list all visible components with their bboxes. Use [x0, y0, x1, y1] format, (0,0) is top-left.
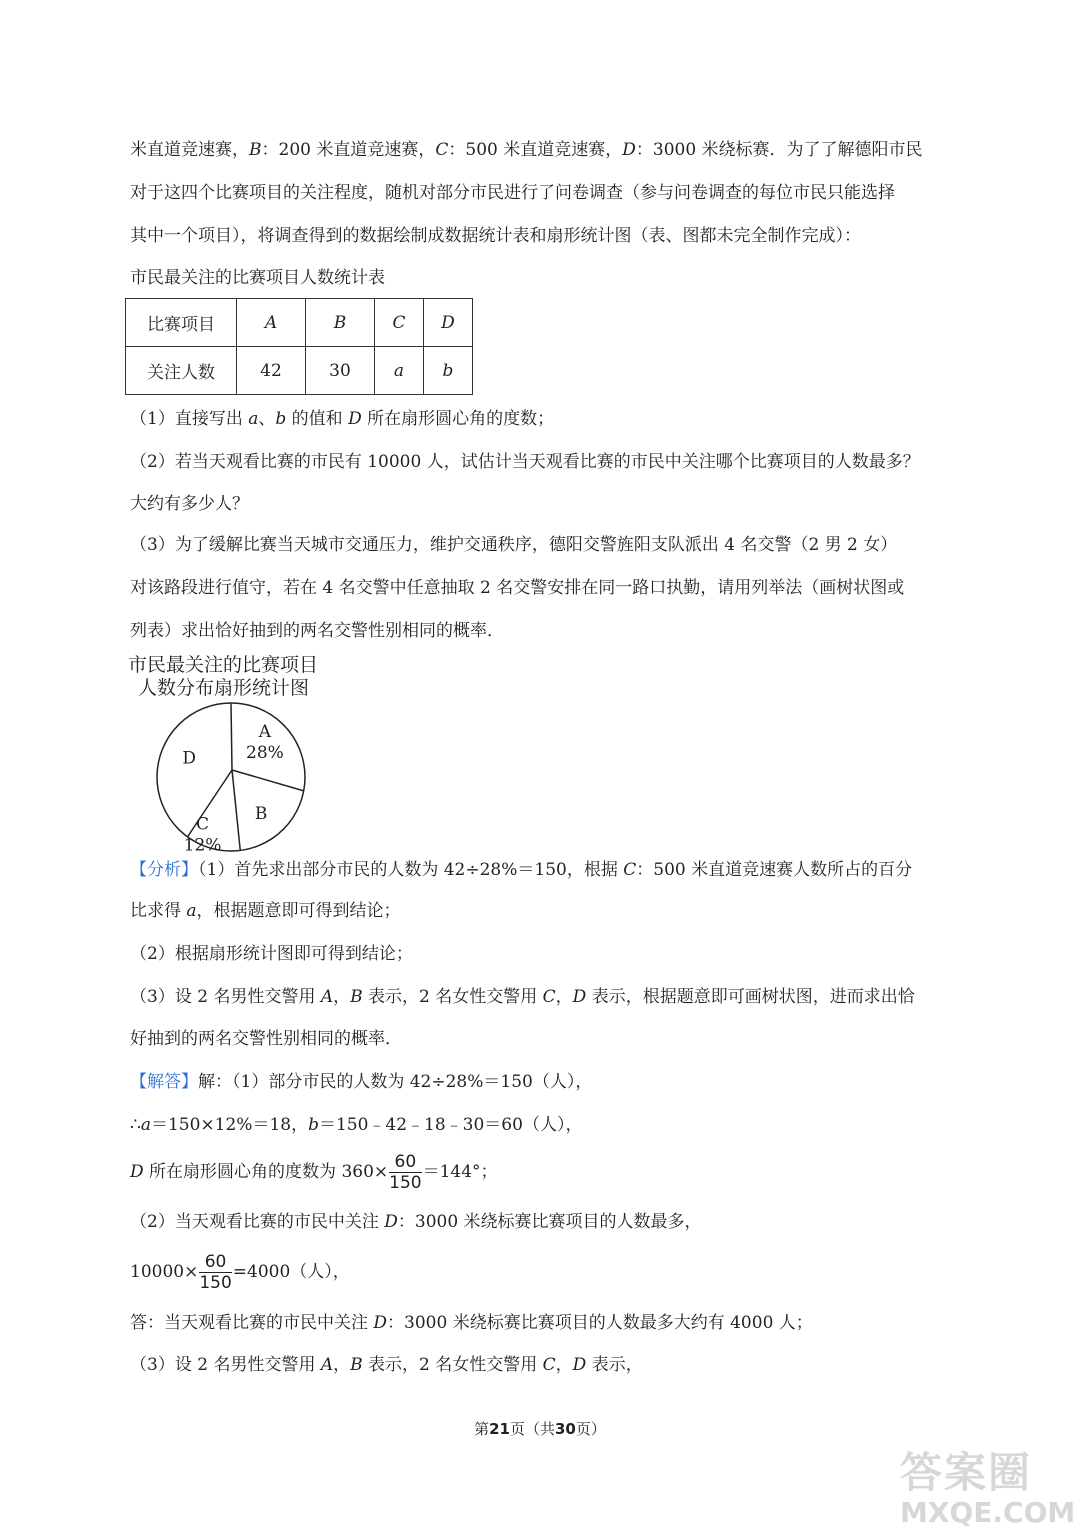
table-cell: D: [424, 299, 473, 347]
pie-slice-label-d: D: [182, 748, 196, 769]
pie-slice-boundary-a: [231, 703, 232, 770]
analysis-line-2: 比求得 a，根据题意即可得到结论；: [130, 901, 401, 921]
table-cell: 比赛项目: [126, 299, 237, 347]
analysis-line-4: （3）设 2 名男性交警用 A，B 表示，2 名女性交警用 C，D 表示，根据题意即可画树状图，进而求出恰: [130, 987, 915, 1007]
intro-line-2: 对于这四个比赛项目的关注程度，随机对部分市民进行了问卷调查（参与问卷调查的每位市民只能选择: [130, 183, 895, 203]
answer-line-5: 10000× $\frac{60}{150}$ =4000（人），: [130, 1252, 350, 1293]
page-footer: 第21页（共30页）: [474, 1420, 606, 1438]
watermark: 答案圈 MXQE.COM: [900, 1448, 1076, 1529]
table-cell: 30: [306, 347, 375, 395]
question-2-line-1: （2）若当天观看比赛的市民有 10000 人，试估计当天观看比赛的市民中关注哪个比赛项目的人数最多？: [130, 452, 920, 472]
answer-tag: 【解答】: [130, 1072, 198, 1092]
table-cell: 关注人数: [126, 347, 237, 395]
analysis-tag: 【分析】: [130, 860, 198, 880]
table-cell: 42: [237, 347, 306, 395]
intro-line-3: 其中一个项目），将调查得到的数据绘制成数据统计表和扇形统计图（表、图都未完全制作完成）：: [130, 226, 861, 246]
fraction: $\frac{60}{150}$: [389, 1152, 422, 1193]
pie-slice-percent-c: 12%: [183, 835, 222, 856]
table-title: 市民最关注的比赛项目人数统计表: [130, 268, 385, 288]
pie-slice-boundary-d: [188, 770, 232, 837]
pie-chart: [146, 692, 316, 862]
table-row: [126, 299, 473, 347]
answer-line-1: 【解答】解：（1）部分市民的人数为 42÷28%＝150（人），: [130, 1072, 593, 1092]
table-cell: C: [375, 299, 424, 347]
pie-slice-boundary-b: [232, 770, 304, 791]
question-1: （1）直接写出 a、b 的值和 D 所在扇形圆心角的度数；: [130, 409, 555, 429]
answer-line-7: （3）设 2 名男性交警用 A，B 表示，2 名女性交警用 C，D 表示，: [130, 1355, 643, 1375]
chart-title-line-2: 人数分布扇形统计图: [138, 677, 310, 699]
intro-line-1: 米直道竞速赛，B：200 米直道竞速赛，C：500 米直道竞速赛，D：3000 米绕标赛．为了了解德阳市民: [130, 140, 923, 160]
question-2-line-2: 大约有多少人？: [130, 494, 249, 514]
question-3-line-2: 对该路段进行值守，若在 4 名交警中任意抽取 2 名交警安排在同一路口执勤，请用列举法（画树状图或: [130, 578, 905, 598]
table-row: [126, 347, 473, 395]
table-cell: a: [375, 347, 424, 395]
fraction: $\frac{60}{150}$: [199, 1252, 232, 1293]
chart-title-line-1: 市民最关注的比赛项目: [128, 654, 319, 676]
table-cell: B: [306, 299, 375, 347]
answer-line-4: （2）当天观看比赛的市民中关注 D：3000 米绕标赛比赛项目的人数最多，: [130, 1212, 702, 1232]
pie-slice-label-b: B: [254, 804, 268, 825]
pie-slice-label-c: C: [196, 814, 210, 835]
answer-line-2: ∴a＝150×12%＝18，b＝150﹣42﹣18﹣30＝60（人），: [130, 1115, 583, 1135]
answer-line-6: 答：当天观看比赛的市民中关注 D：3000 米绕标赛比赛项目的人数最多大约有 4000 人；: [130, 1313, 813, 1333]
answer-line-3: D 所在扇形圆心角的度数为 360× $\frac{60}{150}$ ＝144°；: [130, 1152, 498, 1193]
pie-slice-boundary-c: [232, 770, 240, 850]
table-cell: b: [424, 347, 473, 395]
analysis-line-3: （2）根据扇形统计图即可得到结论；: [130, 944, 413, 964]
table-cell: A: [237, 299, 306, 347]
pie-slice-label-a: A: [258, 721, 272, 742]
pie-slice-percent-a: 28%: [246, 742, 284, 763]
question-3-line-3: 列表）求出恰好抽到的两名交警性别相同的概率．: [130, 621, 504, 641]
analysis-line-1: 【分析】（1）首先求出部分市民的人数为 42÷28%＝150，根据 C：500 米直道竞速赛人数所占的百分: [130, 860, 913, 880]
question-3-line-1: （3）为了缓解比赛当天城市交通压力，维护交通秩序，德阳交警旌阳支队派出 4 名交警（2 男 2 女）: [130, 535, 898, 555]
statistics-table: [125, 298, 473, 395]
analysis-line-5: 好抽到的两名交警性别相同的概率．: [130, 1029, 402, 1049]
